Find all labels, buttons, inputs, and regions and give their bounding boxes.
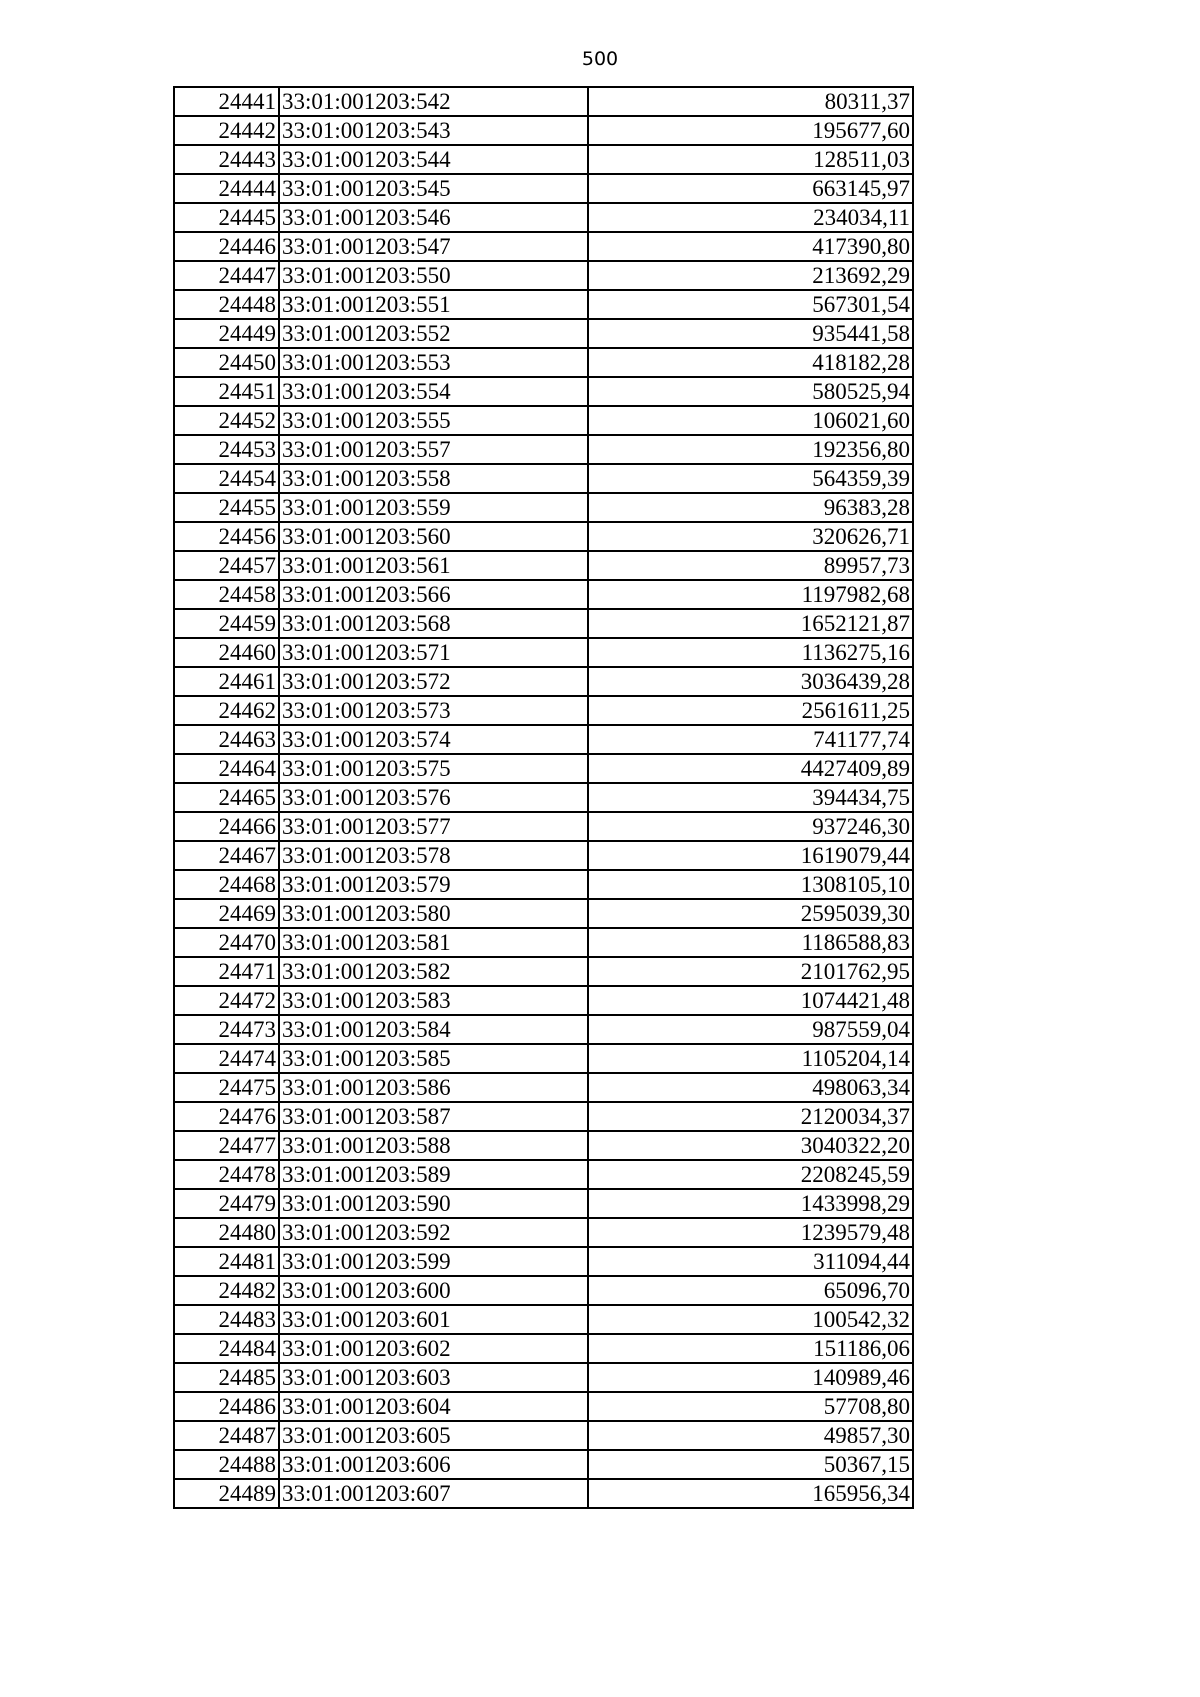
table-row xyxy=(174,1189,913,1218)
cadastral-value-cell: 165956,34 xyxy=(588,1479,913,1508)
row-number-cell: 24473 xyxy=(174,1015,279,1044)
table-row xyxy=(174,290,913,319)
table-row xyxy=(174,145,913,174)
table-row xyxy=(174,522,913,551)
cadastral-value-cell: 3036439,28 xyxy=(588,667,913,696)
table-row xyxy=(174,1334,913,1363)
table-row xyxy=(174,1392,913,1421)
row-number-cell: 24460 xyxy=(174,638,279,667)
table-row xyxy=(174,841,913,870)
table-body xyxy=(174,87,913,1508)
cadastral-value-cell: 1652121,87 xyxy=(588,609,913,638)
cadastral-value-cell: 100542,32 xyxy=(588,1305,913,1334)
table-row xyxy=(174,1218,913,1247)
cadastral-number-cell: 33:01:001203:587 xyxy=(279,1102,588,1131)
row-number-cell: 24474 xyxy=(174,1044,279,1073)
row-number-cell: 24446 xyxy=(174,232,279,261)
cadastral-number-cell: 33:01:001203:602 xyxy=(279,1334,588,1363)
table-row xyxy=(174,1044,913,1073)
table-row xyxy=(174,435,913,464)
table-row xyxy=(174,551,913,580)
cadastral-number-cell: 33:01:001203:547 xyxy=(279,232,588,261)
cadastral-value-cell: 1239579,48 xyxy=(588,1218,913,1247)
cadastral-value-cell: 394434,75 xyxy=(588,783,913,812)
row-number-cell: 24442 xyxy=(174,116,279,145)
cadastral-number-cell: 33:01:001203:552 xyxy=(279,319,588,348)
cadastral-value-cell: 498063,34 xyxy=(588,1073,913,1102)
cadastral-number-cell: 33:01:001203:575 xyxy=(279,754,588,783)
cadastral-number-cell: 33:01:001203:545 xyxy=(279,174,588,203)
table-row xyxy=(174,1450,913,1479)
cadastral-number-cell: 33:01:001203:542 xyxy=(279,87,588,116)
cadastral-number-cell: 33:01:001203:590 xyxy=(279,1189,588,1218)
row-number-cell: 24458 xyxy=(174,580,279,609)
table-row xyxy=(174,1102,913,1131)
table-row xyxy=(174,957,913,986)
row-number-cell: 24478 xyxy=(174,1160,279,1189)
cadastral-number-cell: 33:01:001203:551 xyxy=(279,290,588,319)
table-row xyxy=(174,261,913,290)
cadastral-value-cell: 50367,15 xyxy=(588,1450,913,1479)
cadastral-number-cell: 33:01:001203:584 xyxy=(279,1015,588,1044)
cadastral-value-cell: 2595039,30 xyxy=(588,899,913,928)
cadastral-number-cell: 33:01:001203:555 xyxy=(279,406,588,435)
cadastral-value-cell: 1074421,48 xyxy=(588,986,913,1015)
cadastral-number-cell: 33:01:001203:568 xyxy=(279,609,588,638)
row-number-cell: 24456 xyxy=(174,522,279,551)
table-row xyxy=(174,406,913,435)
row-number-cell: 24471 xyxy=(174,957,279,986)
row-number-cell: 24470 xyxy=(174,928,279,957)
table-row xyxy=(174,1073,913,1102)
row-number-cell: 24487 xyxy=(174,1421,279,1450)
cadastral-number-cell: 33:01:001203:572 xyxy=(279,667,588,696)
row-number-cell: 24476 xyxy=(174,1102,279,1131)
cadastral-value-cell: 213692,29 xyxy=(588,261,913,290)
cadastral-value-cell: 1136275,16 xyxy=(588,638,913,667)
row-number-cell: 24475 xyxy=(174,1073,279,1102)
cadastral-number-cell: 33:01:001203:603 xyxy=(279,1363,588,1392)
row-number-cell: 24445 xyxy=(174,203,279,232)
row-number-cell: 24444 xyxy=(174,174,279,203)
table-row xyxy=(174,870,913,899)
cadastral-number-cell: 33:01:001203:560 xyxy=(279,522,588,551)
cadastral-value-cell: 987559,04 xyxy=(588,1015,913,1044)
row-number-cell: 24443 xyxy=(174,145,279,174)
cadastral-number-cell: 33:01:001203:561 xyxy=(279,551,588,580)
cadastral-number-cell: 33:01:001203:585 xyxy=(279,1044,588,1073)
cadastral-number-cell: 33:01:001203:559 xyxy=(279,493,588,522)
cadastral-value-cell: 1186588,83 xyxy=(588,928,913,957)
table-row xyxy=(174,1305,913,1334)
table-row xyxy=(174,754,913,783)
cadastral-number-cell: 33:01:001203:553 xyxy=(279,348,588,377)
table-row xyxy=(174,986,913,1015)
row-number-cell: 24486 xyxy=(174,1392,279,1421)
row-number-cell: 24472 xyxy=(174,986,279,1015)
row-number-cell: 24488 xyxy=(174,1450,279,1479)
table-row xyxy=(174,1479,913,1508)
row-number-cell: 24477 xyxy=(174,1131,279,1160)
table-row xyxy=(174,696,913,725)
cadastral-number-cell: 33:01:001203:579 xyxy=(279,870,588,899)
cadastral-number-cell: 33:01:001203:573 xyxy=(279,696,588,725)
table-row xyxy=(174,638,913,667)
cadastral-value-cell: 57708,80 xyxy=(588,1392,913,1421)
table-row xyxy=(174,667,913,696)
cadastral-value-cell: 89957,73 xyxy=(588,551,913,580)
row-number-cell: 24485 xyxy=(174,1363,279,1392)
row-number-cell: 24481 xyxy=(174,1247,279,1276)
cadastral-number-cell: 33:01:001203:580 xyxy=(279,899,588,928)
cadastral-value-cell: 192356,80 xyxy=(588,435,913,464)
cadastral-value-cell: 151186,06 xyxy=(588,1334,913,1363)
cadastral-value-cell: 580525,94 xyxy=(588,377,913,406)
table-row xyxy=(174,1247,913,1276)
table-row xyxy=(174,464,913,493)
table-row xyxy=(174,580,913,609)
cadastral-number-cell: 33:01:001203:554 xyxy=(279,377,588,406)
table-row xyxy=(174,1276,913,1305)
row-number-cell: 24482 xyxy=(174,1276,279,1305)
cadastral-value-cell: 1105204,14 xyxy=(588,1044,913,1073)
cadastral-value-cell: 2120034,37 xyxy=(588,1102,913,1131)
cadastral-number-cell: 33:01:001203:607 xyxy=(279,1479,588,1508)
row-number-cell: 24467 xyxy=(174,841,279,870)
cadastral-value-cell: 234034,11 xyxy=(588,203,913,232)
table-row xyxy=(174,609,913,638)
cadastral-value-cell: 1433998,29 xyxy=(588,1189,913,1218)
table-row xyxy=(174,377,913,406)
cadastral-value-cell: 418182,28 xyxy=(588,348,913,377)
cadastral-number-cell: 33:01:001203:566 xyxy=(279,580,588,609)
cadastral-number-cell: 33:01:001203:583 xyxy=(279,986,588,1015)
table-row xyxy=(174,1131,913,1160)
cadastral-value-cell: 96383,28 xyxy=(588,493,913,522)
cadastral-number-cell: 33:01:001203:544 xyxy=(279,145,588,174)
table-row xyxy=(174,87,913,116)
table-row xyxy=(174,783,913,812)
row-number-cell: 24462 xyxy=(174,696,279,725)
row-number-cell: 24484 xyxy=(174,1334,279,1363)
cadastral-number-cell: 33:01:001203:605 xyxy=(279,1421,588,1450)
cadastral-value-cell: 4427409,89 xyxy=(588,754,913,783)
table-row xyxy=(174,928,913,957)
table-row xyxy=(174,203,913,232)
cadastral-value-cell: 564359,39 xyxy=(588,464,913,493)
cadastral-value-cell: 2101762,95 xyxy=(588,957,913,986)
row-number-cell: 24466 xyxy=(174,812,279,841)
row-number-cell: 24451 xyxy=(174,377,279,406)
cadastral-value-cell: 1197982,68 xyxy=(588,580,913,609)
row-number-cell: 24479 xyxy=(174,1189,279,1218)
cadastral-value-cell: 311094,44 xyxy=(588,1247,913,1276)
cadastral-value-cell: 140989,46 xyxy=(588,1363,913,1392)
cadastral-number-cell: 33:01:001203:576 xyxy=(279,783,588,812)
table-row xyxy=(174,1421,913,1450)
cadastral-number-cell: 33:01:001203:606 xyxy=(279,1450,588,1479)
row-number-cell: 24489 xyxy=(174,1479,279,1508)
cadastral-value-cell: 663145,97 xyxy=(588,174,913,203)
row-number-cell: 24469 xyxy=(174,899,279,928)
row-number-cell: 24454 xyxy=(174,464,279,493)
row-number-cell: 24447 xyxy=(174,261,279,290)
table-row xyxy=(174,725,913,754)
cadastral-value-cell: 195677,60 xyxy=(588,116,913,145)
cadastral-number-cell: 33:01:001203:582 xyxy=(279,957,588,986)
row-number-cell: 24449 xyxy=(174,319,279,348)
row-number-cell: 24441 xyxy=(174,87,279,116)
table-row xyxy=(174,1363,913,1392)
cadastral-number-cell: 33:01:001203:600 xyxy=(279,1276,588,1305)
row-number-cell: 24464 xyxy=(174,754,279,783)
table-row xyxy=(174,493,913,522)
cadastral-value-cell: 49857,30 xyxy=(588,1421,913,1450)
table-row xyxy=(174,319,913,348)
row-number-cell: 24463 xyxy=(174,725,279,754)
cadastral-number-cell: 33:01:001203:588 xyxy=(279,1131,588,1160)
cadastral-number-cell: 33:01:001203:558 xyxy=(279,464,588,493)
cadastral-number-cell: 33:01:001203:577 xyxy=(279,812,588,841)
cadastral-value-cell: 65096,70 xyxy=(588,1276,913,1305)
row-number-cell: 24457 xyxy=(174,551,279,580)
row-number-cell: 24468 xyxy=(174,870,279,899)
cadastral-value-cell: 1619079,44 xyxy=(588,841,913,870)
row-number-cell: 24453 xyxy=(174,435,279,464)
table-row xyxy=(174,899,913,928)
cadastral-value-cell: 937246,30 xyxy=(588,812,913,841)
row-number-cell: 24448 xyxy=(174,290,279,319)
row-number-cell: 24461 xyxy=(174,667,279,696)
cadastral-number-cell: 33:01:001203:543 xyxy=(279,116,588,145)
cadastral-number-cell: 33:01:001203:574 xyxy=(279,725,588,754)
cadastral-value-cell: 567301,54 xyxy=(588,290,913,319)
table-row xyxy=(174,174,913,203)
cadastral-number-cell: 33:01:001203:589 xyxy=(279,1160,588,1189)
cadastral-value-cell: 106021,60 xyxy=(588,406,913,435)
cadastral-value-cell: 80311,37 xyxy=(588,87,913,116)
cadastral-value-table xyxy=(173,86,914,1509)
cadastral-value-cell: 935441,58 xyxy=(588,319,913,348)
cadastral-value-cell: 128511,03 xyxy=(588,145,913,174)
cadastral-value-cell: 2208245,59 xyxy=(588,1160,913,1189)
cadastral-value-cell: 3040322,20 xyxy=(588,1131,913,1160)
table-row xyxy=(174,232,913,261)
row-number-cell: 24450 xyxy=(174,348,279,377)
row-number-cell: 24480 xyxy=(174,1218,279,1247)
cadastral-number-cell: 33:01:001203:578 xyxy=(279,841,588,870)
row-number-cell: 24483 xyxy=(174,1305,279,1334)
table-row xyxy=(174,348,913,377)
cadastral-number-cell: 33:01:001203:601 xyxy=(279,1305,588,1334)
cadastral-value-cell: 2561611,25 xyxy=(588,696,913,725)
cadastral-value-cell: 417390,80 xyxy=(588,232,913,261)
cadastral-number-cell: 33:01:001203:581 xyxy=(279,928,588,957)
cadastral-number-cell: 33:01:001203:604 xyxy=(279,1392,588,1421)
cadastral-number-cell: 33:01:001203:546 xyxy=(279,203,588,232)
row-number-cell: 24465 xyxy=(174,783,279,812)
table-row xyxy=(174,116,913,145)
cadastral-value-cell: 741177,74 xyxy=(588,725,913,754)
cadastral-number-cell: 33:01:001203:592 xyxy=(279,1218,588,1247)
row-number-cell: 24455 xyxy=(174,493,279,522)
cadastral-number-cell: 33:01:001203:586 xyxy=(279,1073,588,1102)
table-row xyxy=(174,1160,913,1189)
table-row xyxy=(174,1015,913,1044)
cadastral-value-cell: 320626,71 xyxy=(588,522,913,551)
cadastral-number-cell: 33:01:001203:557 xyxy=(279,435,588,464)
cadastral-number-cell: 33:01:001203:550 xyxy=(279,261,588,290)
row-number-cell: 24459 xyxy=(174,609,279,638)
page-number: 500 xyxy=(581,48,619,70)
cadastral-number-cell: 33:01:001203:599 xyxy=(279,1247,588,1276)
row-number-cell: 24452 xyxy=(174,406,279,435)
cadastral-number-cell: 33:01:001203:571 xyxy=(279,638,588,667)
cadastral-value-cell: 1308105,10 xyxy=(588,870,913,899)
table-row xyxy=(174,812,913,841)
